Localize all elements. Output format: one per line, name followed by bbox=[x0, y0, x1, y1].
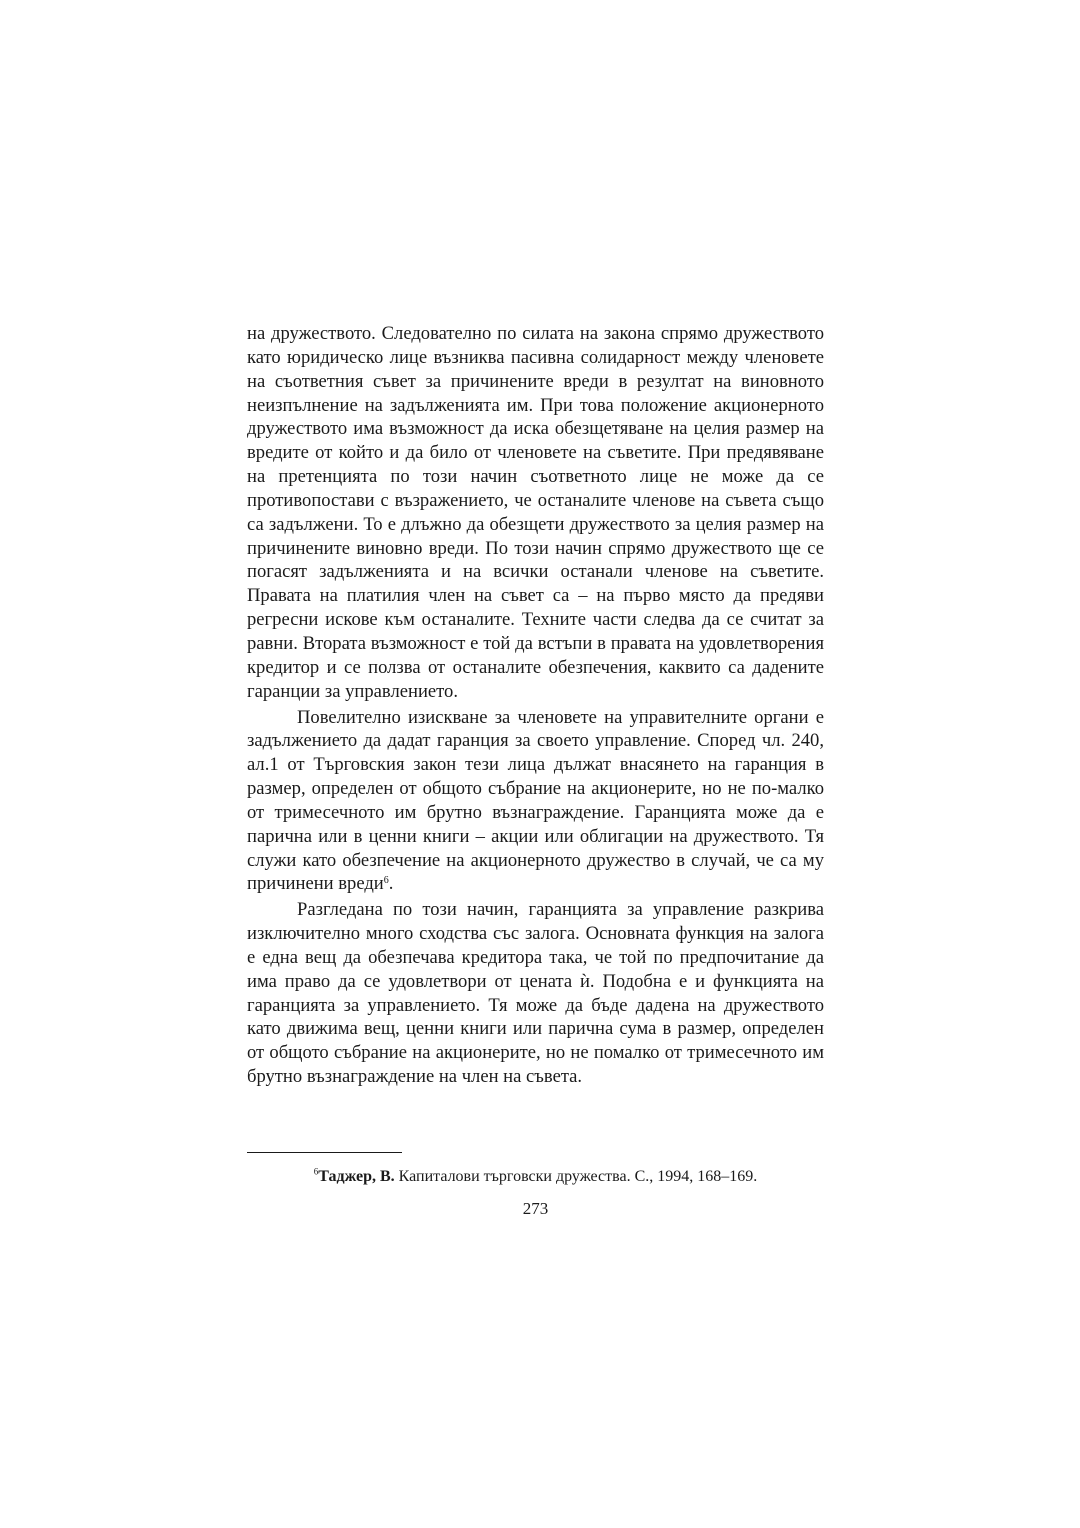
main-text bbox=[247, 322, 824, 1089]
paragraph-1: на дружеството. Следователно по силата на закона спрямо дружеството като юридическо лице възниква пасивна солидарност между членовете на съответния съвет за причинените вреди в резултат на виновното неизпълнение на задълженията им. При това положение акционерното дружеството има възможност да иска обезщетяване на целия размер на вредите от който и да било от членовете на съветите. При предявяване на претенцията по този начин съответното лице не може да се противопостави с възражението, че останалите членове на съвета също са задължени. То е длъжно да обезщети дружеството за целия размер на причинените виновно вреди. По този начин спрямо дружеството ще се погасят задълженията и на всички останали членове на съветите. Правата на платилия член на съвет са – на първо място да предяви регресни искове към останалите. Техните части следва да се считат за равни. Втората възможност е той да встъпи в правата на удовлетворения кредитор и се ползва от останалите обезпечения, каквито са дадените гаранции за управлението. bbox=[247, 323, 824, 702]
footnote-reference[interactable]: 6 bbox=[383, 875, 389, 887]
page-number: 273 bbox=[522, 1199, 549, 1218]
paragraph-2-end: . bbox=[388, 873, 394, 895]
paragraph-2 bbox=[247, 706, 824, 897]
paragraph-3: Разгледана по този начин, гаранцията за управление разкрива изключително много сходства със залога. Основната функция на залога е една вещ да обезпечава кредитора така, че той по предпочитание да има право да се удовлетвори от цената ѝ. Подобна е и функцията на гаранцията за управлението. Тя може да бъде дадена на дружеството като движима вещ, ценни книги или парична сума в размер, определен от общото събрание на акционерите, но не помалко от тримесечното им брутно възнаграждение на член на съвета. bbox=[247, 899, 824, 1088]
footnote-divider bbox=[247, 1152, 402, 1153]
footnote bbox=[247, 1167, 824, 1187]
footnote-author: Таджер, В. bbox=[318, 1168, 395, 1185]
footnote-text: Капиталови търговски дружества. С., 1994, 168–169. bbox=[394, 1168, 758, 1185]
paragraph-2-text: Повелително изискване за членовете на управителните органи е задължението да дадат гаранция за своето управление. Според чл. 240, ал.1 от Търговския закон тези лица дължат внасянето на гаранция в размер, определен от общото събрание на акционерите, но не по-малко от тримесечното им брутно възнаграждение. Гаранцията може да е парична или в ценни книги – акции или облигации на дружеството. Тя служи като обезпечение на акционерното дружество в случай, че са му причинени вреди bbox=[247, 706, 824, 895]
footnote-number: 6 bbox=[313, 1166, 319, 1177]
